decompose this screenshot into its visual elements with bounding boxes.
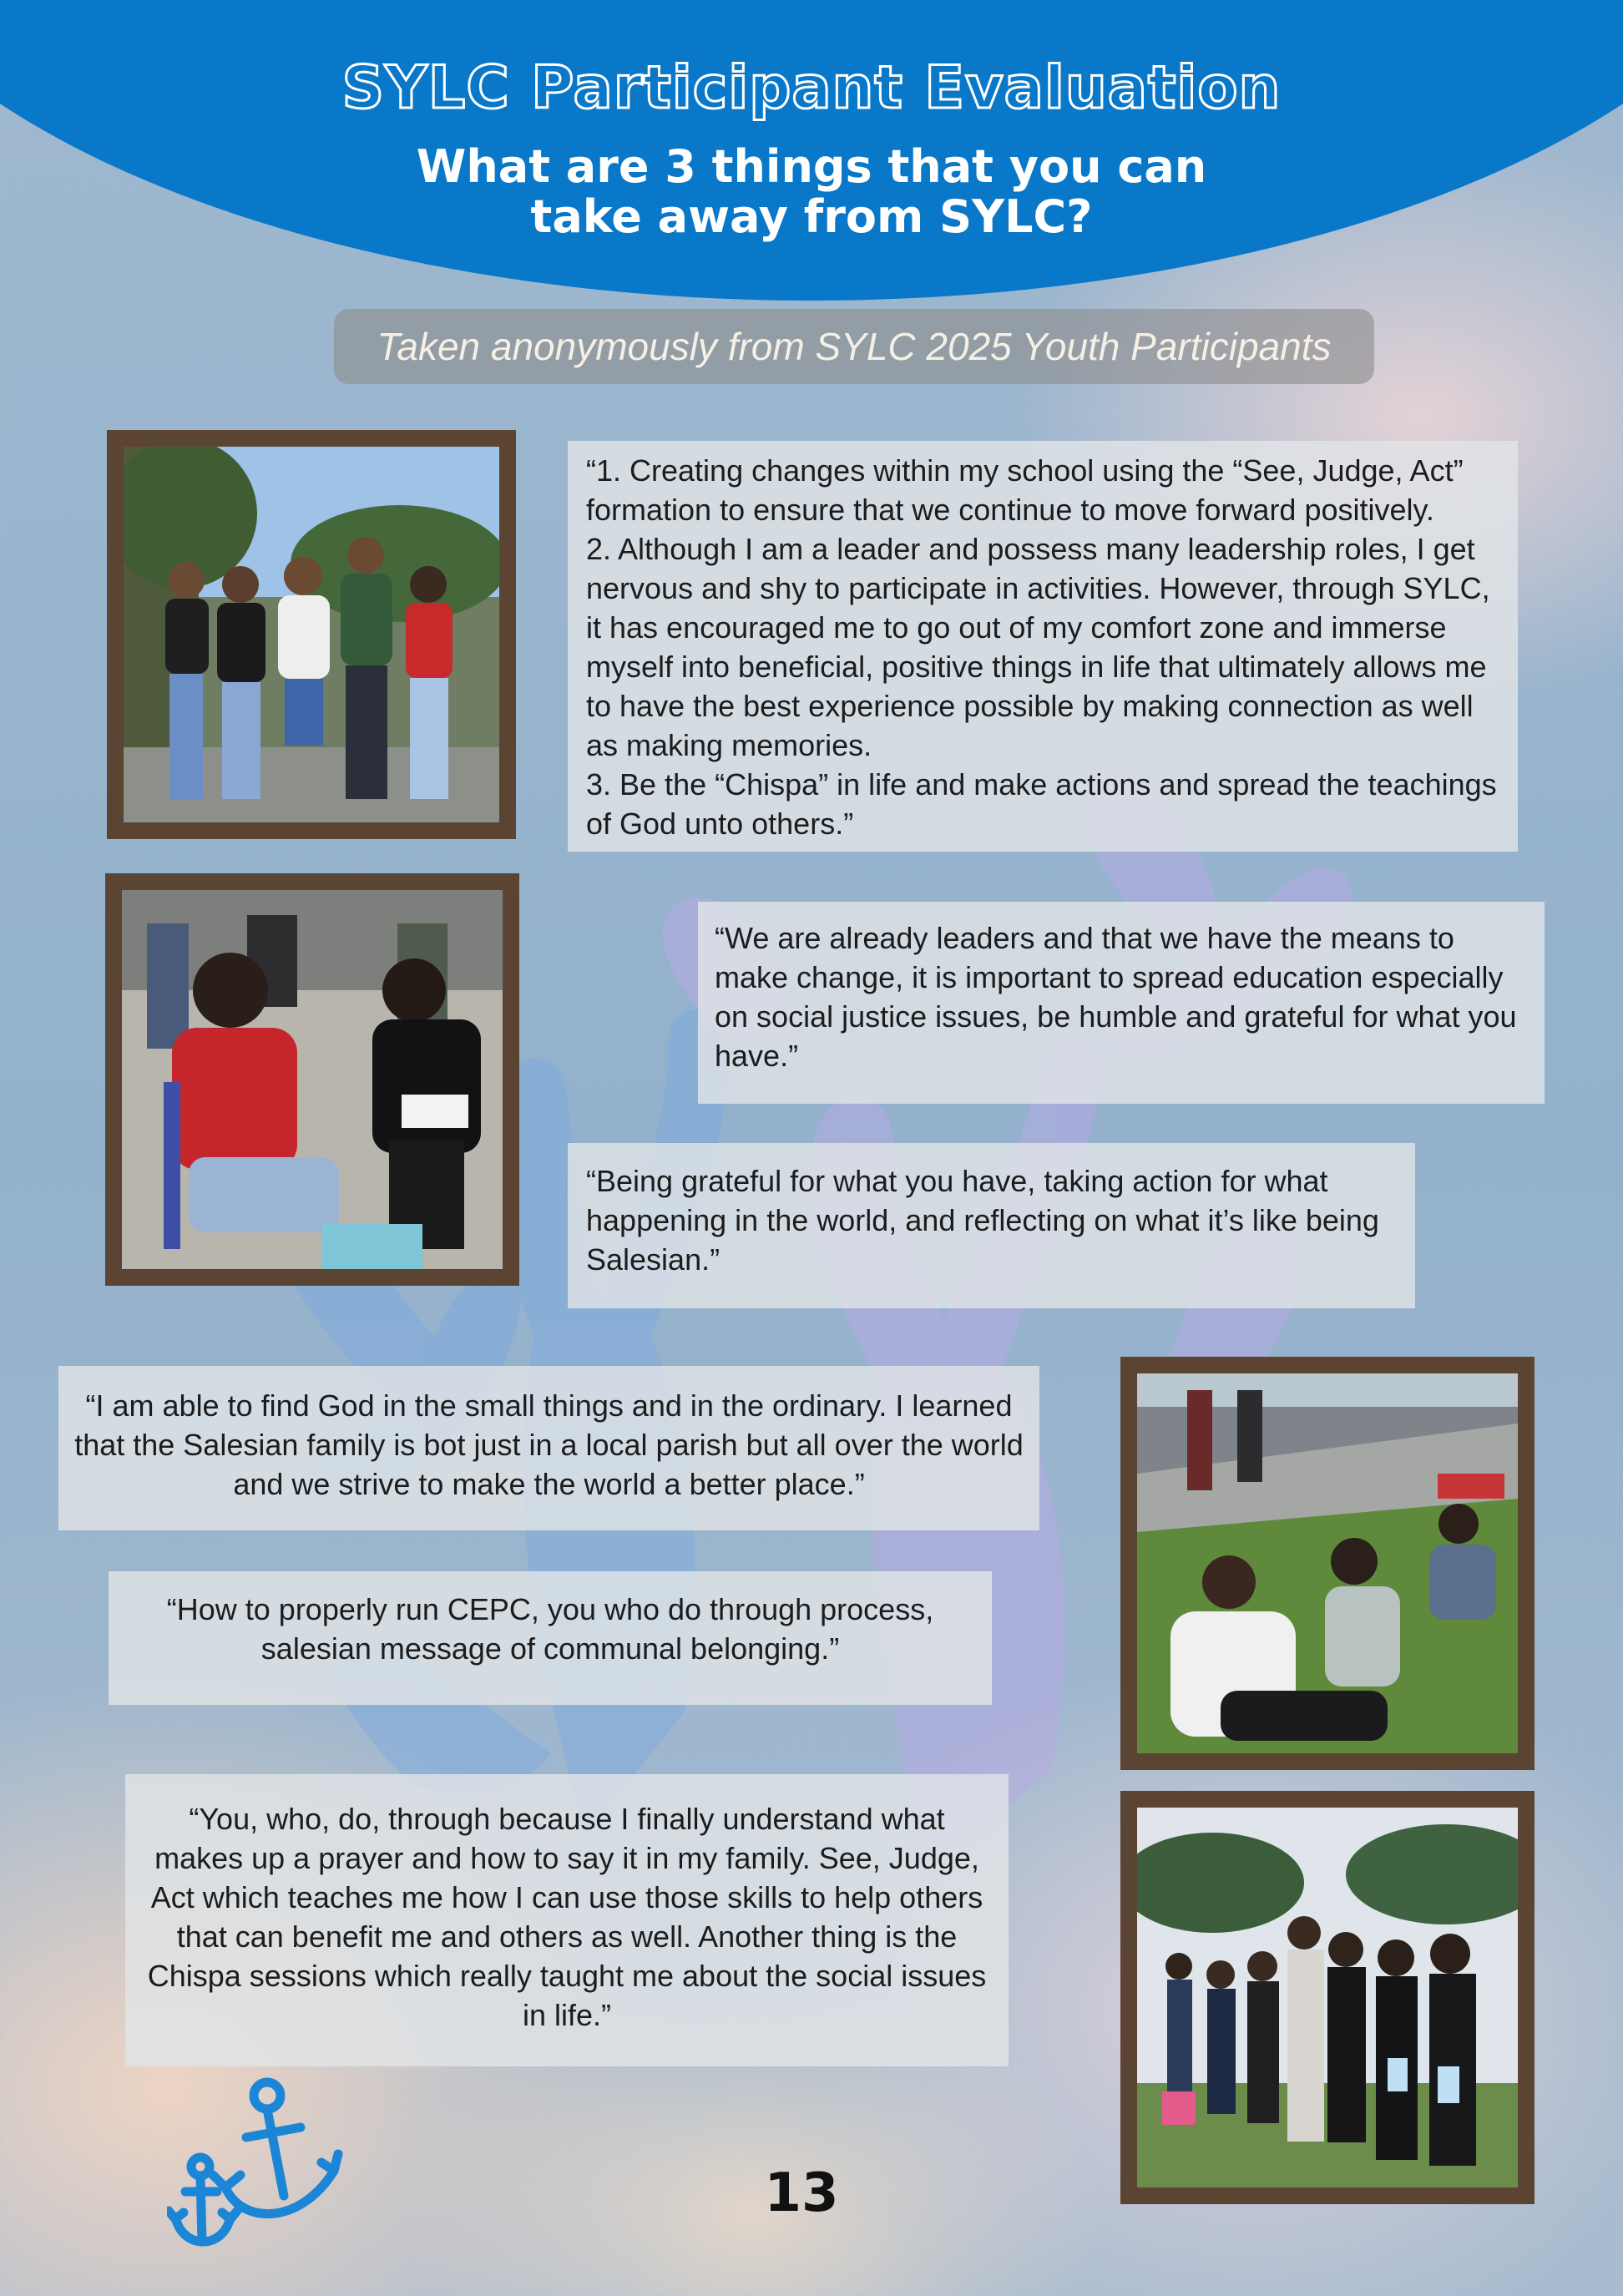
quote-box-5: “How to properly run CEPC, you who do through process, salesian message of communal belonging.” [109,1571,992,1705]
lawn-group-photo-icon [1120,1357,1535,1770]
question-line-1: What are 3 things that you can [416,140,1207,193]
page-number: 13 [764,2162,839,2224]
group-photo-icon [107,430,516,839]
quote-box-2: “We are already leaders and that we have the means to make change, it is important to spread education especially on social justice issues, be humble and grateful for what you have.” [698,902,1545,1104]
quote-box-3: “Being grateful for what you have, taking action for what happening in the world, and reflecting on what it’s like being Salesian.” [568,1143,1415,1308]
evaluation-question [0,142,1623,242]
quote-box-1: “1. Creating changes within my school using the “See, Judge, Act” formation to ensure that we continue to move forward positively. 2. Although I am a leader and possess many leadership roles, I get nervous and shy to participate in activities. However, through SYLC, it has encouraged me to go out of my comfort zone and immerse myself into beneficial, positive things in life that ultimately allows me to have the best experience possible by making connection as well as making memories. 3. Be the “Chispa” in life and make actions and spread the teachings of God unto others.” [568,441,1518,852]
quote-box-4: “I am able to find God in the small things and in the ordinary. I learned that the Salesian family is bot just in a local parish but all over the world and we strive to make the world a better place.” [58,1366,1039,1530]
seated-participants-photo-icon [105,873,519,1286]
anchor-icon [167,2071,384,2263]
outdoor-group-photo-icon [1120,1791,1535,2204]
source-note-badge: Taken anonymously from SYLC 2025 Youth Participants [334,309,1374,384]
question-line-2: take away from SYLC? [530,190,1093,243]
page-title: SYLC Participant Evaluation [341,53,1282,122]
quote-box-6: “You, who, do, through because I finally understand what makes up a prayer and how to say it in my family. See, Judge, Act which teaches me how I can use those skills to help others that can benefit me and others as well. Another thing is the Chispa sessions which really taught me about the social issues in life.” [125,1774,1009,2066]
